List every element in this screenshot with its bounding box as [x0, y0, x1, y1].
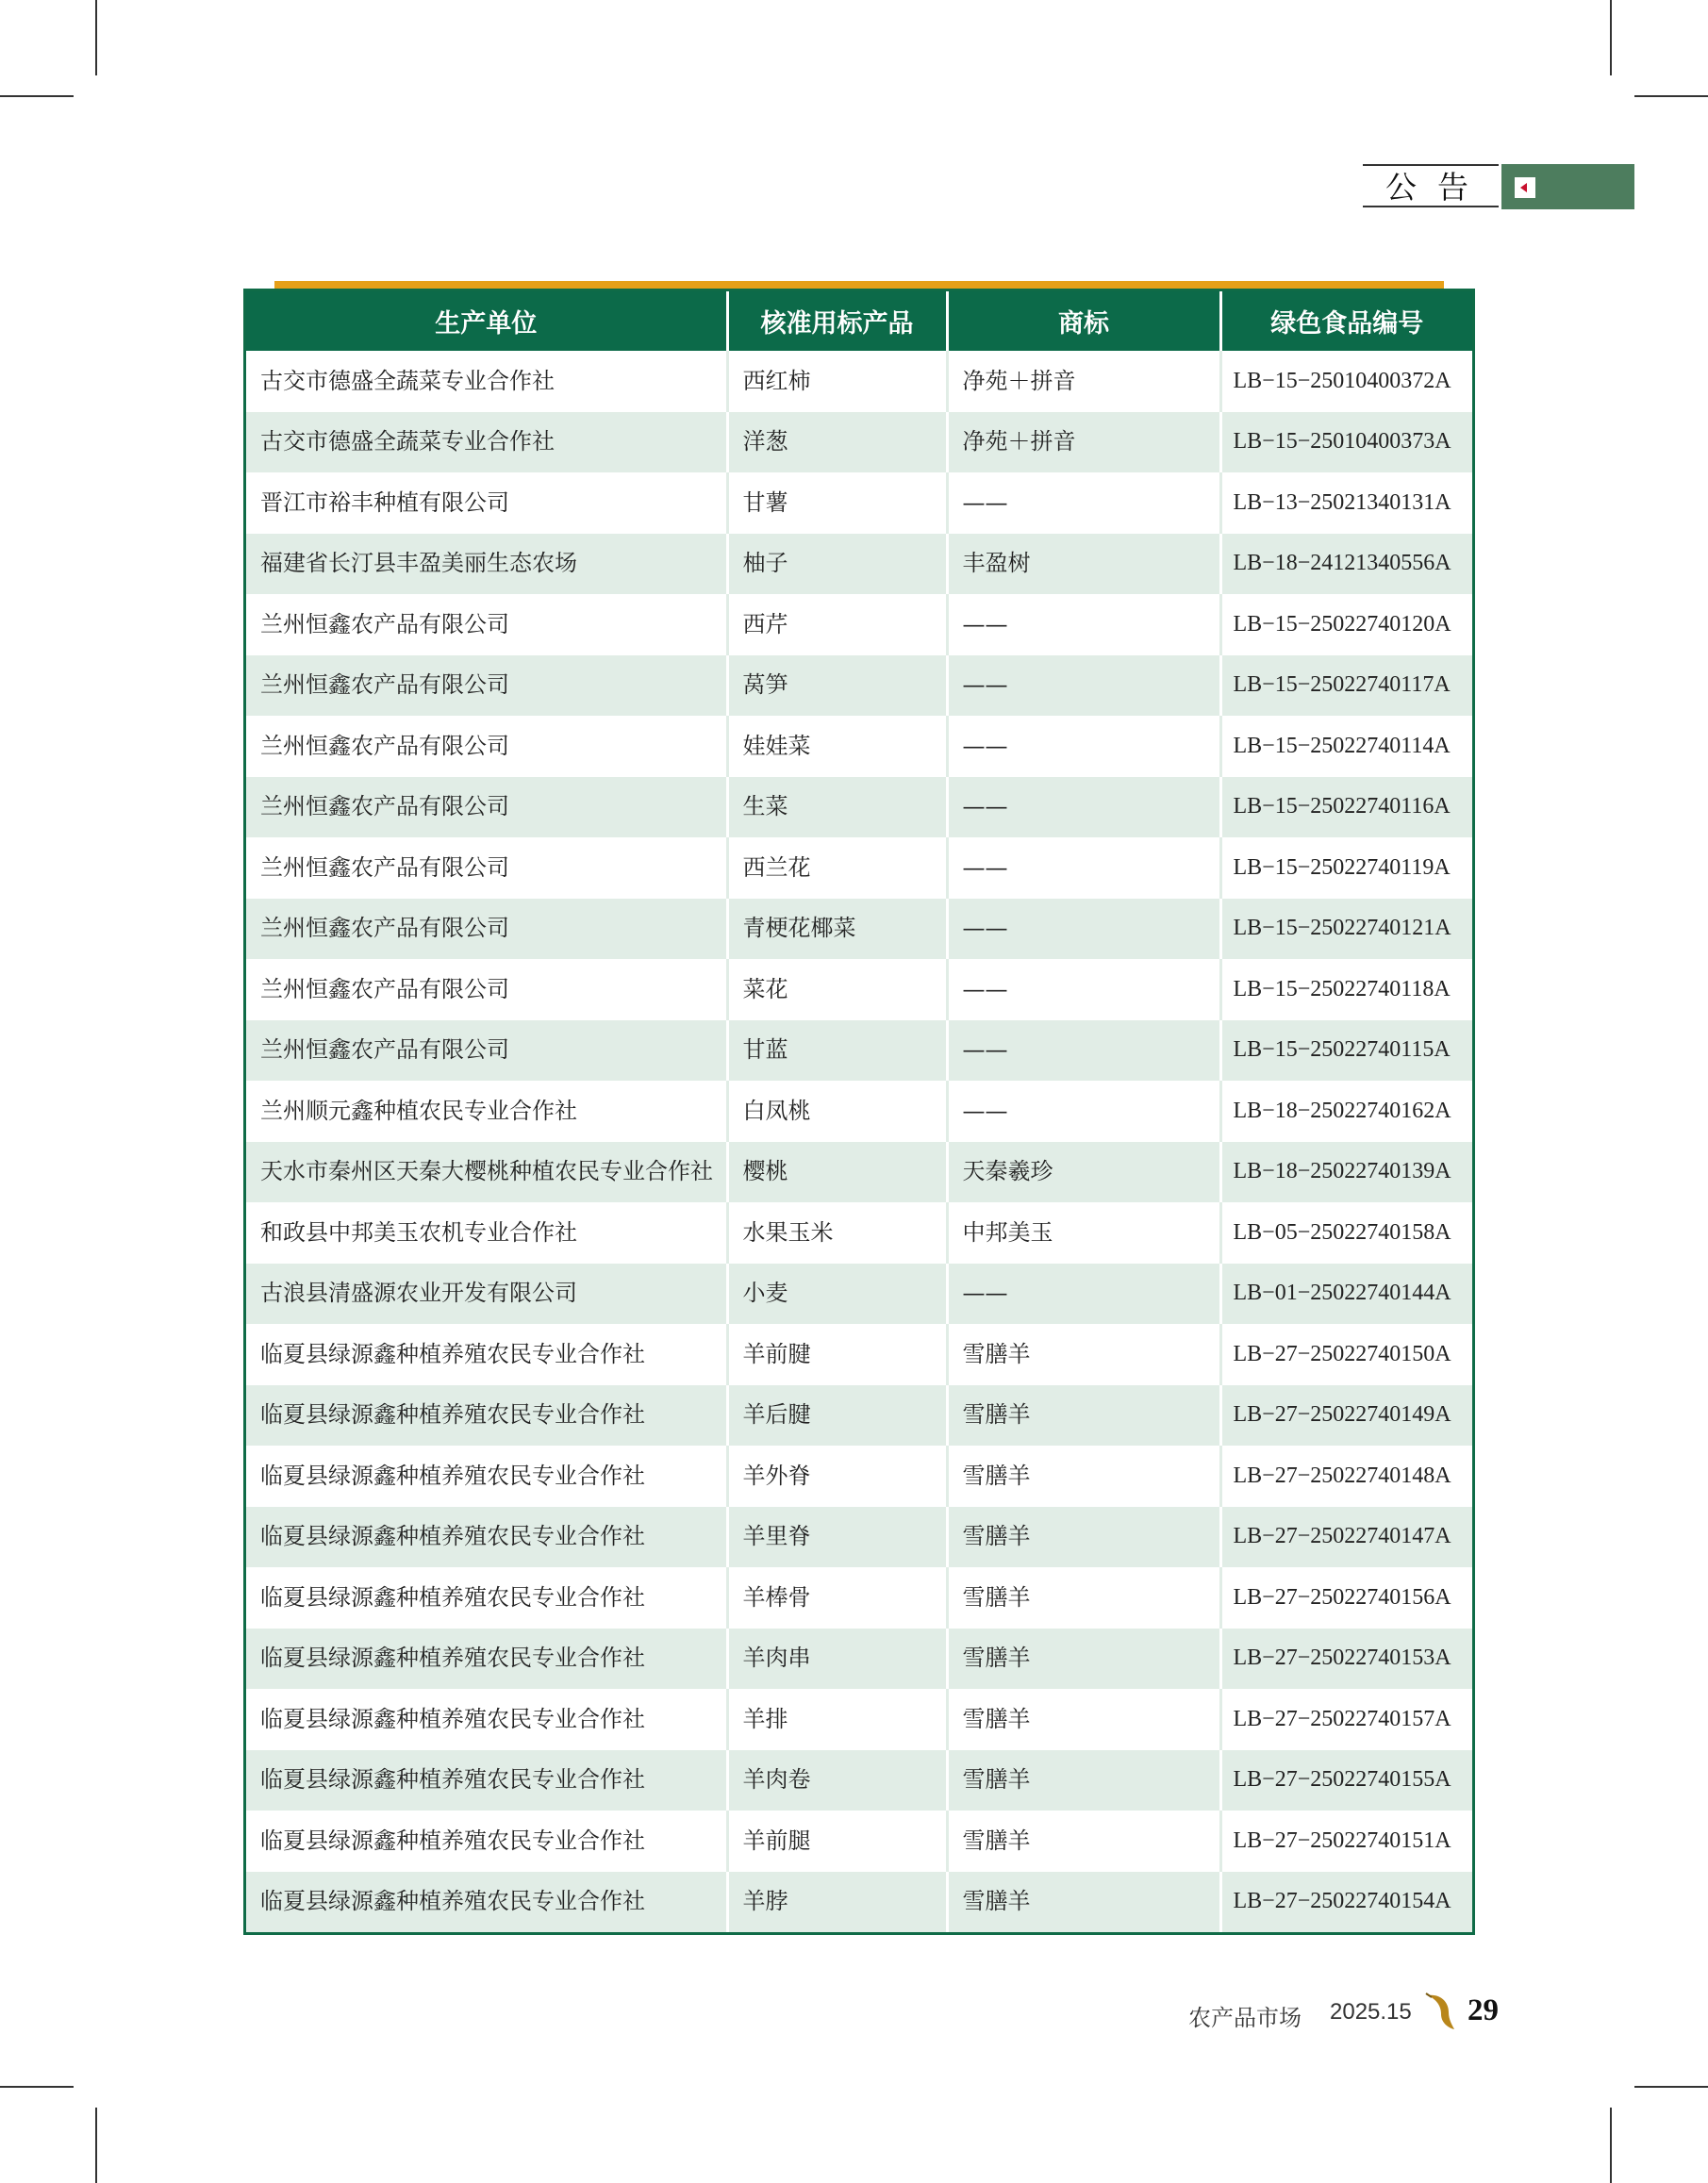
trademark-cell: —— — [947, 655, 1220, 717]
trademark-cell: —— — [947, 777, 1220, 838]
trademark-cell: 天秦羲珍 — [947, 1142, 1220, 1203]
producer-cell: 临夏县绿源鑫种植养殖农民专业合作社 — [246, 1446, 727, 1507]
product-cell: 羊外脊 — [727, 1446, 947, 1507]
trademark-cell: 雪膳羊 — [947, 1507, 1220, 1568]
table-row — [246, 1507, 1472, 1568]
producer-cell: 临夏县绿源鑫种植养殖农民专业合作社 — [246, 1629, 727, 1690]
product-cell: 洋葱 — [727, 412, 947, 473]
producer-cell: 兰州恒鑫农产品有限公司 — [246, 837, 727, 899]
product-cell: 西兰花 — [727, 837, 947, 899]
product-cell: 西芹 — [727, 594, 947, 655]
table-row — [246, 655, 1472, 717]
product-cell: 羊前腱 — [727, 1324, 947, 1385]
producer-cell: 兰州恒鑫农产品有限公司 — [246, 899, 727, 960]
crop-mark — [0, 2086, 74, 2088]
trademark-cell: —— — [947, 472, 1220, 534]
code-cell: LB−27−25022740149A — [1220, 1385, 1472, 1447]
trademark-cell: 雪膳羊 — [947, 1446, 1220, 1507]
table-header-row — [246, 291, 1472, 351]
section-title: 公告 — [1363, 164, 1499, 207]
code-cell: LB−18−24121340556A — [1220, 534, 1472, 595]
product-cell: 青梗花椰菜 — [727, 899, 947, 960]
table-row — [246, 1689, 1472, 1750]
product-cell: 娃娃菜 — [727, 716, 947, 777]
code-cell: LB−27−25022740153A — [1220, 1629, 1472, 1690]
producer-cell: 福建省长汀县丰盈美丽生态农场 — [246, 534, 727, 595]
trademark-cell: 雪膳羊 — [947, 1811, 1220, 1872]
code-cell: LB−05−25022740158A — [1220, 1202, 1472, 1264]
magazine-name: 农产品市场 — [1188, 2005, 1302, 2031]
crop-mark — [1634, 95, 1708, 97]
product-cell: 甘薯 — [727, 472, 947, 534]
trademark-cell: 雪膳羊 — [947, 1872, 1220, 1933]
product-cell: 西红柿 — [727, 351, 947, 412]
table-row — [246, 837, 1472, 899]
column-header: 商标 — [947, 291, 1220, 351]
trademark-cell: 雪膳羊 — [947, 1629, 1220, 1690]
code-cell: LB−27−25022740154A — [1220, 1872, 1472, 1933]
product-cell: 羊后腱 — [727, 1385, 947, 1447]
trademark-cell: —— — [947, 899, 1220, 960]
producer-cell: 临夏县绿源鑫种植养殖农民专业合作社 — [246, 1507, 727, 1568]
table-row — [246, 1081, 1472, 1142]
producer-cell: 临夏县绿源鑫种植养殖农民专业合作社 — [246, 1872, 727, 1933]
product-cell: 樱桃 — [727, 1142, 947, 1203]
table-row — [246, 1020, 1472, 1082]
trademark-cell: 雪膳羊 — [947, 1385, 1220, 1447]
code-cell: LB−15−25022740119A — [1220, 837, 1472, 899]
producer-cell: 古交市德盛全蔬菜专业合作社 — [246, 412, 727, 473]
table-row — [246, 1750, 1472, 1811]
product-cell: 甘蓝 — [727, 1020, 947, 1082]
trademark-cell: —— — [947, 1020, 1220, 1082]
trademark-cell: 净苑＋拼音 — [947, 351, 1220, 412]
trademark-cell: 雪膳羊 — [947, 1324, 1220, 1385]
producer-cell: 和政县中邦美玉农机专业合作社 — [246, 1202, 727, 1264]
product-cell: 生菜 — [727, 777, 947, 838]
product-cell: 莴笋 — [727, 655, 947, 717]
product-cell: 菜花 — [727, 959, 947, 1020]
crop-mark — [95, 0, 97, 75]
crop-mark — [1610, 0, 1612, 75]
producer-cell: 古浪县清盛源农业开发有限公司 — [246, 1264, 727, 1325]
table-row — [246, 1446, 1472, 1507]
crop-mark — [1634, 2086, 1708, 2088]
leaf-logo-icon — [1424, 1992, 1456, 2031]
column-header: 生产单位 — [246, 291, 727, 351]
trademark-cell: 中邦美玉 — [947, 1202, 1220, 1264]
product-cell: 小麦 — [727, 1264, 947, 1325]
producer-cell: 临夏县绿源鑫种植养殖农民专业合作社 — [246, 1567, 727, 1629]
code-cell: LB−15−25010400373A — [1220, 412, 1472, 473]
producer-cell: 古交市德盛全蔬菜专业合作社 — [246, 351, 727, 412]
producer-cell: 临夏县绿源鑫种植养殖农民专业合作社 — [246, 1324, 727, 1385]
code-cell: LB−15−25022740114A — [1220, 716, 1472, 777]
table-row — [246, 1872, 1472, 1933]
producer-cell: 兰州恒鑫农产品有限公司 — [246, 594, 727, 655]
page-footer — [1188, 1992, 1509, 2033]
product-cell: 水果玉米 — [727, 1202, 947, 1264]
table-row — [246, 594, 1472, 655]
column-header: 核准用标产品 — [727, 291, 947, 351]
table-row — [246, 716, 1472, 777]
table-row — [246, 899, 1472, 960]
producer-cell: 天水市秦州区天秦大樱桃种植农民专业合作社 — [246, 1142, 727, 1203]
trademark-cell: 雪膳羊 — [947, 1750, 1220, 1811]
code-cell: LB−15−25022740115A — [1220, 1020, 1472, 1082]
trademark-cell: —— — [947, 959, 1220, 1020]
producer-cell: 兰州恒鑫农产品有限公司 — [246, 716, 727, 777]
table-row — [246, 1629, 1472, 1690]
code-cell: LB−15−25010400372A — [1220, 351, 1472, 412]
crop-mark — [1610, 2108, 1612, 2183]
product-cell: 羊脖 — [727, 1872, 947, 1933]
red-triangle-left-icon — [1515, 177, 1535, 198]
product-cell: 羊棒骨 — [727, 1567, 947, 1629]
table-row — [246, 959, 1472, 1020]
crop-mark — [95, 2108, 97, 2183]
product-cell: 羊排 — [727, 1689, 947, 1750]
code-cell: LB−18−25022740139A — [1220, 1142, 1472, 1203]
trademark-cell: 雪膳羊 — [947, 1689, 1220, 1750]
table-row — [246, 472, 1472, 534]
code-cell: LB−18−25022740162A — [1220, 1081, 1472, 1142]
producer-cell: 兰州恒鑫农产品有限公司 — [246, 777, 727, 838]
crop-mark — [0, 95, 74, 97]
table-row — [246, 1385, 1472, 1447]
table-row — [246, 1142, 1472, 1203]
table-row — [246, 1811, 1472, 1872]
trademark-cell: —— — [947, 1264, 1220, 1325]
code-cell: LB−27−25022740147A — [1220, 1507, 1472, 1568]
table-row — [246, 1324, 1472, 1385]
table-row — [246, 534, 1472, 595]
trademark-cell: —— — [947, 837, 1220, 899]
product-cell: 羊前腿 — [727, 1811, 947, 1872]
producer-cell: 临夏县绿源鑫种植养殖农民专业合作社 — [246, 1750, 727, 1811]
code-cell: LB−27−25022740148A — [1220, 1446, 1472, 1507]
producer-cell: 临夏县绿源鑫种植养殖农民专业合作社 — [246, 1689, 727, 1750]
producer-cell: 兰州恒鑫农产品有限公司 — [246, 1020, 727, 1082]
trademark-cell: 丰盈树 — [947, 534, 1220, 595]
code-cell: LB−15−25022740118A — [1220, 959, 1472, 1020]
code-cell: LB−15−25022740121A — [1220, 899, 1472, 960]
page-number: 29 — [1468, 1993, 1499, 2027]
section-header — [1363, 164, 1634, 209]
code-cell: LB−27−25022740157A — [1220, 1689, 1472, 1750]
producer-cell: 临夏县绿源鑫种植养殖农民专业合作社 — [246, 1811, 727, 1872]
code-cell: LB−15−25022740116A — [1220, 777, 1472, 838]
table-row — [246, 351, 1472, 412]
table-row — [246, 777, 1472, 838]
product-cell: 羊肉串 — [727, 1629, 947, 1690]
section-color-bar — [1501, 164, 1634, 209]
issue-number: 2025.15 — [1330, 1999, 1412, 2025]
code-cell: LB−27−25022740156A — [1220, 1567, 1472, 1629]
code-cell: LB−27−25022740150A — [1220, 1324, 1472, 1385]
table-row — [246, 1567, 1472, 1629]
column-header: 绿色食品编号 — [1220, 291, 1472, 351]
table-row — [246, 412, 1472, 473]
green-food-table — [243, 289, 1475, 1935]
code-cell: LB−27−25022740151A — [1220, 1811, 1472, 1872]
table-row — [246, 1202, 1472, 1264]
product-cell: 羊肉卷 — [727, 1750, 947, 1811]
trademark-cell: —— — [947, 594, 1220, 655]
code-cell: LB−27−25022740155A — [1220, 1750, 1472, 1811]
trademark-cell: 净苑＋拼音 — [947, 412, 1220, 473]
product-cell: 白凤桃 — [727, 1081, 947, 1142]
trademark-cell: —— — [947, 716, 1220, 777]
producer-cell: 晋江市裕丰种植有限公司 — [246, 472, 727, 534]
trademark-cell: 雪膳羊 — [947, 1567, 1220, 1629]
producer-cell: 兰州恒鑫农产品有限公司 — [246, 959, 727, 1020]
trademark-cell: —— — [947, 1081, 1220, 1142]
producer-cell: 兰州恒鑫农产品有限公司 — [246, 655, 727, 717]
table-row — [246, 1264, 1472, 1325]
code-cell: LB−01−25022740144A — [1220, 1264, 1472, 1325]
code-cell: LB−15−25022740120A — [1220, 594, 1472, 655]
code-cell: LB−13−25021340131A — [1220, 472, 1472, 534]
producer-cell: 兰州顺元鑫种植农民专业合作社 — [246, 1081, 727, 1142]
producer-cell: 临夏县绿源鑫种植养殖农民专业合作社 — [246, 1385, 727, 1447]
product-cell: 柚子 — [727, 534, 947, 595]
product-cell: 羊里脊 — [727, 1507, 947, 1568]
code-cell: LB−15−25022740117A — [1220, 655, 1472, 717]
